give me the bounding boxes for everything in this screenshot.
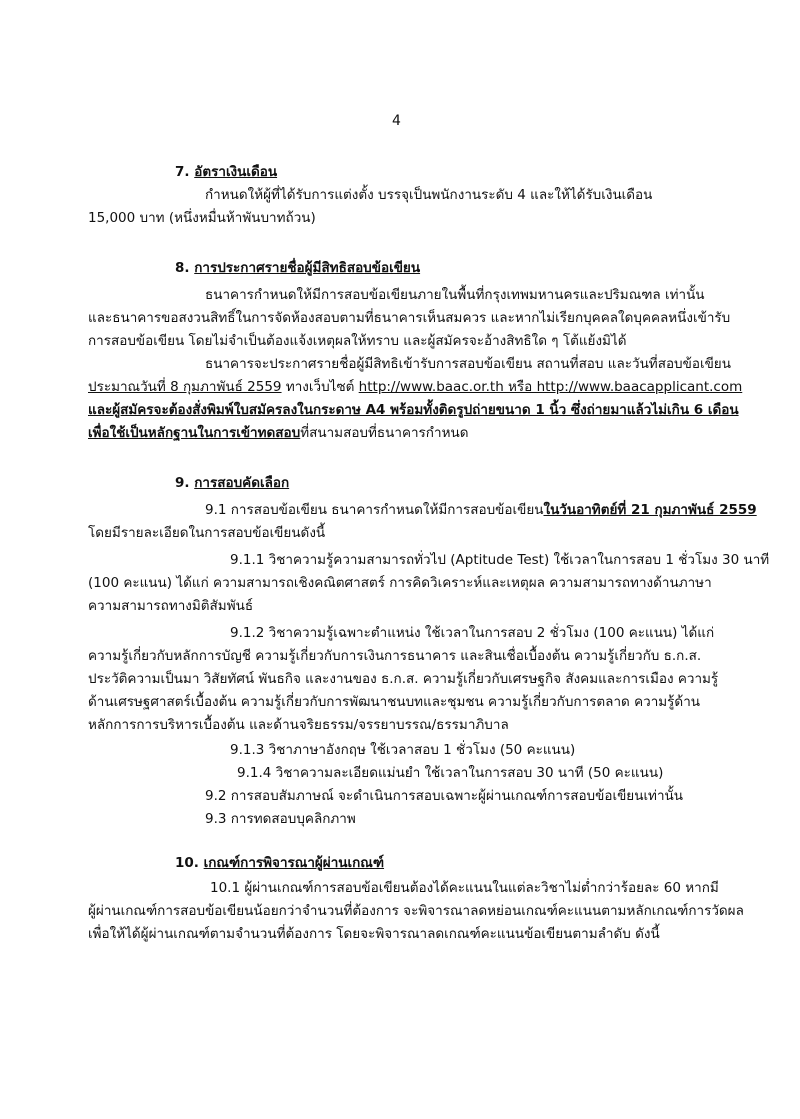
section-7-line-2: 15,000 บาท (หนึ่งหมื่นห้าพันบาทถ้วน) (88, 210, 316, 226)
written-exam-date: ในวันอาทิตย์ที่ 21 กุมภาพันธ์ 2559 (543, 502, 757, 518)
section-10-heading (175, 854, 384, 872)
section-9-1-2-line-3: ประวัติความเป็นมา วิสัยทัศน์ พันธกิจ และงานของ ธ.ก.ส. ความรู้เกี่ยวกับเศรษฐกิจ สังคมและการเมือง ความรู้ (88, 671, 719, 687)
section-8-heading (175, 259, 420, 277)
section-9-title: การสอบคัดเลือก (194, 475, 290, 491)
section-10-line-3: เพื่อให้ได้ผู้ผ่านเกณฑ์ตามจำนวนที่ต้องการ โดยจะพิจารณาลดเกณฑ์คะแนนข้อเขียนตามลำดับ ดังนี้ (88, 926, 660, 942)
section-10-number: 10. (175, 855, 199, 871)
section-9-1-4: 9.1.4 วิชาความละเอียดแม่นยำ ใช้เวลาในการสอบ 30 นาที (50 คะแนน) (237, 765, 664, 781)
section-7-number: 7. (175, 164, 190, 180)
section-7-title: อัตราเงินเดือน (194, 164, 278, 180)
section-8-p2-line-3: และผู้สมัครจะต้องสั่งพิมพ์ใบสมัครลงในกระดาษ A4 พร้อมทั้งติดรูปถ่ายขนาด 1 นิ้ว ซึ่งถ่ายมาแล้วไม่เกิน 6 เดือน (88, 402, 739, 418)
website-label: ทางเว็บไซต์ (281, 379, 359, 395)
section-8-p1-line-1: ธนาคารกำหนดให้มีการสอบข้อเขียนภายในพื้นที่กรุงเทพมหานครและปริมณฑล เท่านั้น (205, 287, 705, 303)
section-8-p1-line-3: การสอบข้อเขียน โดยไม่จำเป็นต้องแจ้งเหตุผลให้ทราบ และผู้สมัครจะอ้างสิทธิใด ๆ โต้แย้งมิได้ (88, 333, 627, 349)
section-9-number: 9. (175, 475, 190, 491)
section-8-number: 8. (175, 260, 190, 276)
section-8-p1-line-2: และธนาคารขอสงวนสิทธิ์ในการจัดห้องสอบตามที่ธนาคารเห็นสมควร และหากไม่เรียกบุคคลใดบุคคลหนึ่งเข้ารับ (88, 310, 731, 326)
section-9-1-1-line-1: 9.1.1 วิชาความรู้ความสามารถทั่วไป (Aptitude Test) ใช้เวลาในการสอบ 1 ชั่วโมง 30 นาที (230, 552, 770, 568)
section-9-1-2-line-4: ด้านเศรษฐศาสตร์เบื้องต้น ความรู้เกี่ยวกับการพัฒนาชนบทและชุมชน ความรู้เกี่ยวกับการตลาด ความรู้ด้าน (88, 694, 701, 710)
section-9-1-line-2: โดยมีรายละเอียดในการสอบข้อเขียนดังนี้ (88, 525, 326, 541)
section-9-1-2-line-5: หลักการการบริหารเบื้องต้น และด้านจริยธรรม/จรรยาบรรณ/ธรรมาภิบาล (88, 717, 509, 733)
section-9-heading (175, 474, 289, 492)
section-9-1-3: 9.1.3 วิชาภาษาอังกฤษ ใช้เวลาสอบ 1 ชั่วโมง (50 คะแนน) (230, 742, 576, 758)
section-9-1-2-line-1: 9.1.2 วิชาความรู้เฉพาะตำแหน่ง ใช้เวลาในการสอบ 2 ชั่วโมง (100 คะแนน) ได้แก่ (230, 625, 715, 641)
section-9-1-1-line-3: ความสามารถทางมิติสัมพันธ์ (88, 598, 254, 614)
section-8-title: การประกาศรายชื่อผู้มีสิทธิสอบข้อเขียน (194, 260, 421, 276)
evidence-note-rest: ที่สนามสอบที่ธนาคารกำหนด (300, 425, 469, 441)
section-7-heading (175, 163, 277, 181)
section-9-1-1-line-2: (100 คะแนน) ได้แก่ ความสามารถเชิงคณิตศาสตร์ การคิดวิเคราะห์และเหตุผล ความสามารถทางด้านภาษา (88, 575, 712, 591)
section-10-line-1: 10.1 ผู้ผ่านเกณฑ์การสอบข้อเขียนต้องได้คะแนนในแต่ละวิชาไม่ต่ำกว่าร้อยละ 60 หากมี (210, 880, 719, 896)
section-9-1-line-1 (205, 501, 757, 519)
section-8-p2-line-1: ธนาคารจะประกาศรายชื่อผู้มีสิทธิเข้ารับการสอบข้อเขียน สถานที่สอบ และวันที่สอบข้อเขียน (205, 356, 731, 372)
written-exam-text: 9.1 การสอบข้อเขียน ธนาคารกำหนดให้มีการสอบข้อเขียน (205, 502, 544, 518)
section-10-line-2: ผู้ผ่านเกณฑ์การสอบข้อเขียนน้อยกว่าจำนวนที่ต้องการ จะพิจารณาลดหย่อนเกณฑ์คะแนนตามหลักเกณฑ์การวัดผล (88, 903, 744, 919)
section-10-title: เกณฑ์การพิจารณาผู้ผ่านเกณฑ์ (203, 855, 385, 871)
section-8-p2-line-2 (88, 378, 742, 396)
evidence-note: เพื่อใช้เป็นหลักฐานในการเข้าทดสอบ (88, 425, 301, 441)
section-7-line-1: กำหนดให้ผู้ที่ได้รับการแต่งตั้ง บรรจุเป็นพนักงานระดับ 4 และให้ได้รับเงินเดือน (205, 187, 653, 203)
section-9-3: 9.3 การทดสอบบุคลิกภาพ (205, 811, 356, 827)
section-9-1-2-line-2: ความรู้เกี่ยวกับหลักการบัญชี ความรู้เกี่ยวกับการเงินการธนาคาร และสินเชื่อเบื้องต้น ความรู้เกี่ยวกับ ธ.ก.ส. (88, 648, 702, 664)
website-urls[interactable]: http://www.baac.or.th หรือ http://www.baacapplicant.com (358, 379, 743, 395)
section-8-p2-line-4 (88, 424, 468, 442)
page-number: 4 (392, 113, 401, 129)
section-9-2: 9.2 การสอบสัมภาษณ์ จะดำเนินการสอบเฉพาะผู้ผ่านเกณฑ์การสอบข้อเขียนเท่านั้น (205, 788, 683, 804)
announcement-date: ประมาณวันที่ 8 กุมภาพันธ์ 2559 (88, 379, 282, 395)
